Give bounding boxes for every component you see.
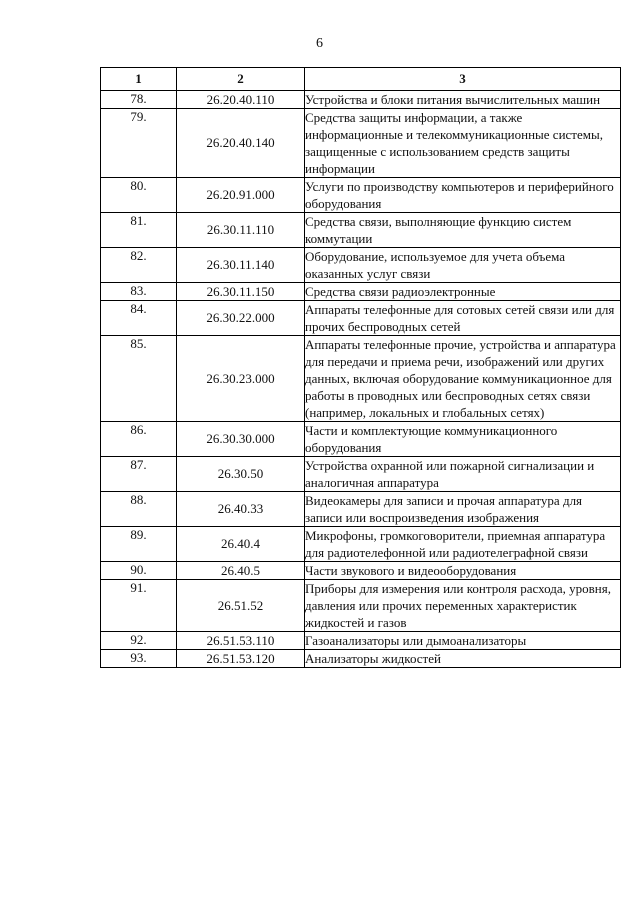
item-description: Части и комплектующие коммуникационного оборудования xyxy=(305,422,621,457)
table-row xyxy=(101,632,621,650)
row-number: 81. xyxy=(101,213,177,248)
item-description: Услуги по производству компьютеров и периферийного оборудования xyxy=(305,178,621,213)
okpd-code: 26.40.5 xyxy=(177,562,305,580)
row-number: 93. xyxy=(101,650,177,668)
table-row xyxy=(101,178,621,213)
row-number: 88. xyxy=(101,492,177,527)
item-description: Средства защиты информации, а также информационные и телекоммуникационные системы, защищенные с использованием средств защиты информации xyxy=(305,109,621,178)
row-number: 87. xyxy=(101,457,177,492)
table-row xyxy=(101,213,621,248)
okpd-code: 26.30.30.000 xyxy=(177,422,305,457)
table-header-row xyxy=(101,68,621,91)
okpd-code: 26.30.23.000 xyxy=(177,336,305,422)
row-number: 82. xyxy=(101,248,177,283)
row-number: 90. xyxy=(101,562,177,580)
okpd-code: 26.20.40.110 xyxy=(177,91,305,109)
equipment-table xyxy=(100,67,621,668)
item-description: Аппараты телефонные прочие, устройства и аппаратура для передачи и приема речи, изображений или других данных, включая оборудование коммуникационное для работы в проводных или беспроводных сетях связи (например, локальных и глобальных сетях) xyxy=(305,336,621,422)
table-row xyxy=(101,457,621,492)
row-number: 79. xyxy=(101,109,177,178)
row-number: 85. xyxy=(101,336,177,422)
item-description: Приборы для измерения или контроля расхода, уровня, давления или прочих переменных характеристик жидкостей и газов xyxy=(305,580,621,632)
row-number: 80. xyxy=(101,178,177,213)
okpd-code: 26.30.11.150 xyxy=(177,283,305,301)
table-row xyxy=(101,527,621,562)
okpd-code: 26.20.40.140 xyxy=(177,109,305,178)
okpd-code: 26.30.50 xyxy=(177,457,305,492)
item-description: Средства связи, выполняющие функцию систем коммутации xyxy=(305,213,621,248)
table-row xyxy=(101,422,621,457)
item-description: Оборудование, используемое для учета объема оказанных услуг связи xyxy=(305,248,621,283)
table-row xyxy=(101,580,621,632)
item-description: Устройства охранной или пожарной сигнализации и аналогичная аппаратура xyxy=(305,457,621,492)
okpd-code: 26.51.53.110 xyxy=(177,632,305,650)
table-row xyxy=(101,336,621,422)
table-row xyxy=(101,492,621,527)
okpd-code: 26.20.91.000 xyxy=(177,178,305,213)
item-description: Средства связи радиоэлектронные xyxy=(305,283,621,301)
row-number: 91. xyxy=(101,580,177,632)
item-description: Части звукового и видеооборудования xyxy=(305,562,621,580)
row-number: 83. xyxy=(101,283,177,301)
table-row xyxy=(101,91,621,109)
okpd-code: 26.30.11.110 xyxy=(177,213,305,248)
item-description: Устройства и блоки питания вычислительных машин xyxy=(305,91,621,109)
table-row xyxy=(101,109,621,178)
okpd-code: 26.30.22.000 xyxy=(177,301,305,336)
okpd-code: 26.51.53.120 xyxy=(177,650,305,668)
item-description: Видеокамеры для записи и прочая аппаратура для записи или воспроизведения изображения xyxy=(305,492,621,527)
column-header-1: 1 xyxy=(101,68,177,91)
item-description: Газоанализаторы или дымоанализаторы xyxy=(305,632,621,650)
table-row xyxy=(101,301,621,336)
okpd-code: 26.40.33 xyxy=(177,492,305,527)
okpd-code: 26.30.11.140 xyxy=(177,248,305,283)
item-description: Анализаторы жидкостей xyxy=(305,650,621,668)
table-row xyxy=(101,283,621,301)
column-header-2: 2 xyxy=(177,68,305,91)
column-header-3: 3 xyxy=(305,68,621,91)
row-number: 89. xyxy=(101,527,177,562)
row-number: 78. xyxy=(101,91,177,109)
row-number: 84. xyxy=(101,301,177,336)
table-row xyxy=(101,248,621,283)
okpd-code: 26.40.4 xyxy=(177,527,305,562)
okpd-code: 26.51.52 xyxy=(177,580,305,632)
table-row xyxy=(101,562,621,580)
row-number: 92. xyxy=(101,632,177,650)
page-number: 6 xyxy=(316,36,323,51)
table-row xyxy=(101,650,621,668)
row-number: 86. xyxy=(101,422,177,457)
item-description: Микрофоны, громкоговорители, приемная аппаратура для радиотелефонной или радиотелеграфной связи xyxy=(305,527,621,562)
item-description: Аппараты телефонные для сотовых сетей связи или для прочих беспроводных сетей xyxy=(305,301,621,336)
